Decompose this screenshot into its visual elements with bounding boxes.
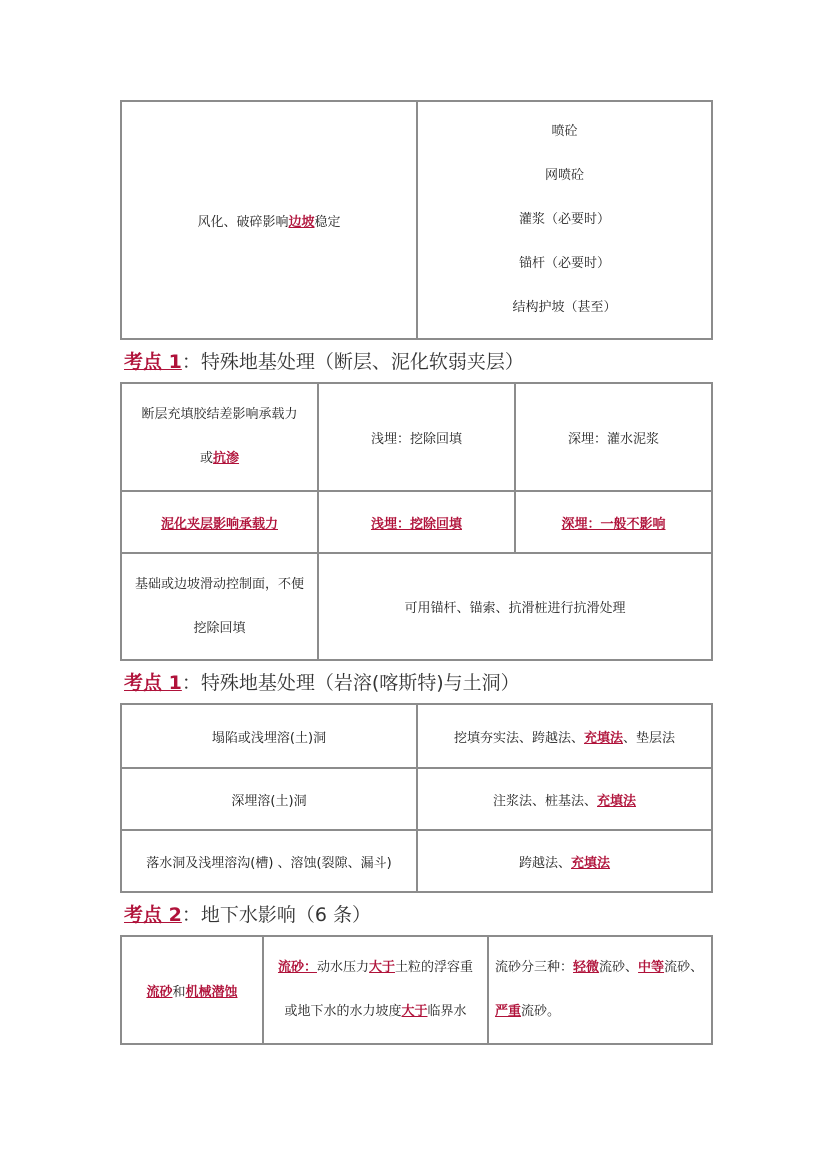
cell-line: 基础或边坡滑动控制面，不便 xyxy=(134,576,304,592)
cell-text: 和 xyxy=(172,984,186,1000)
slope-treatment-cell xyxy=(417,101,712,339)
deep-cell: 深埋：灌水泥浆 xyxy=(515,383,712,491)
section-heading-1 xyxy=(124,347,524,377)
shallow-cell: 浅埋：挖除回填 xyxy=(318,383,515,491)
treatment-item: 锚杆（必要时） xyxy=(518,256,610,271)
highlight-text: 机械潜蚀 xyxy=(185,984,238,1000)
karst-method-cell xyxy=(417,704,712,768)
slope-table xyxy=(120,100,711,340)
slope-condition-text: 风化、破碎影响 xyxy=(197,214,289,230)
treatment-item: 网喷砼 xyxy=(544,168,584,183)
cell-text: 土粒的浮容重 xyxy=(395,960,474,975)
treatment-item: 结构护坡（甚至） xyxy=(512,300,617,315)
cell-line xyxy=(270,990,481,1034)
highlight-text: 浅埋：挖除回填 xyxy=(370,516,462,532)
heading-separator: ： xyxy=(181,351,201,373)
quicksand-types-cell xyxy=(488,936,712,1044)
heading-text: 地下水影响（6 条） xyxy=(200,904,371,926)
heading-text: 特殊地基处理（断层、泥化软弱夹层） xyxy=(200,351,524,373)
kaodian-label: 考点 2 xyxy=(124,904,182,926)
section-heading-3 xyxy=(124,900,371,930)
highlight-text: 抗渗 xyxy=(213,451,240,466)
mud-layer-cell xyxy=(121,491,318,553)
cell-line xyxy=(495,990,705,1034)
karst-condition-cell: 落水洞及浅埋溶沟(槽) 、溶蚀(裂隙、漏斗) xyxy=(121,830,417,892)
karst-condition-cell: 塌陷或浅埋溶(土)洞 xyxy=(121,704,417,768)
quicksand-definition-cell xyxy=(263,936,488,1044)
cell-text: 流砂、 xyxy=(664,960,704,975)
highlight-text: 深埋：一般不影响 xyxy=(561,516,666,532)
karst-method-cell xyxy=(417,830,712,892)
highlight-text: 流砂： xyxy=(277,960,317,975)
heading-separator: ： xyxy=(181,672,201,694)
cell-text: 注浆法、桩基法、 xyxy=(492,793,597,809)
groundwater-table xyxy=(120,935,711,1045)
section-heading-2 xyxy=(124,668,520,698)
highlight-text: 充填法 xyxy=(583,730,623,746)
highlight-text: 中等 xyxy=(638,960,665,975)
treatment-item: 灌浆（必要时） xyxy=(518,212,610,227)
cell-text: 挖填夯实法、跨越法、 xyxy=(453,730,584,746)
slope-condition-cell xyxy=(121,101,417,339)
fault-condition-cell xyxy=(121,383,318,491)
cell-text: 流砂、 xyxy=(599,960,639,975)
highlight-text: 充填法 xyxy=(597,793,637,809)
cell-text: 或 xyxy=(199,451,213,466)
cell-text: 跨越法、 xyxy=(518,855,571,871)
highlight-text: 边坡 xyxy=(288,214,315,230)
cell-text: 临界水 xyxy=(427,1004,467,1019)
highlight-text: 大于 xyxy=(369,960,396,975)
groundwater-topic-cell xyxy=(121,936,263,1044)
anti-slip-cell: 可用锚杆、锚索、抗滑桩进行抗滑处理 xyxy=(318,553,712,660)
slope-condition-tail: 稳定 xyxy=(314,214,341,230)
karst-table xyxy=(120,703,711,893)
slip-surface-cell xyxy=(121,553,318,660)
heading-separator: ： xyxy=(181,904,201,926)
highlight-text: 泥化夹层影响承载力 xyxy=(160,516,278,532)
cell-line: 断层充填胶结差影响承载力 xyxy=(141,407,298,422)
highlight-text: 大于 xyxy=(401,1004,428,1019)
cell-text: 流砂分三种： xyxy=(495,960,574,975)
kaodian-label: 考点 1 xyxy=(124,351,182,373)
cell-line xyxy=(128,437,311,481)
cell-line: 挖除回填 xyxy=(193,620,246,636)
cell-text: 或地下水的水力坡度 xyxy=(284,1004,402,1019)
karst-method-cell xyxy=(417,768,712,830)
karst-condition-cell: 深埋溶(土)洞 xyxy=(121,768,417,830)
treatment-item: 喷砼 xyxy=(551,124,578,139)
cell-text: 流砂。 xyxy=(521,1004,561,1019)
kaodian-label: 考点 1 xyxy=(124,672,182,694)
highlight-text: 充填法 xyxy=(571,855,611,871)
fault-table xyxy=(120,382,711,661)
cell-text: 动水压力 xyxy=(316,960,369,975)
highlight-text: 轻微 xyxy=(573,960,600,975)
cell-text: 、垫层法 xyxy=(623,730,676,746)
highlight-text: 严重 xyxy=(495,1004,522,1019)
heading-text: 特殊地基处理（岩溶(喀斯特)与土洞） xyxy=(200,672,520,694)
highlight-text: 流砂 xyxy=(146,984,173,1000)
mud-deep-cell xyxy=(515,491,712,553)
cell-line xyxy=(495,946,705,990)
cell-line xyxy=(270,946,481,990)
mud-shallow-cell xyxy=(318,491,515,553)
